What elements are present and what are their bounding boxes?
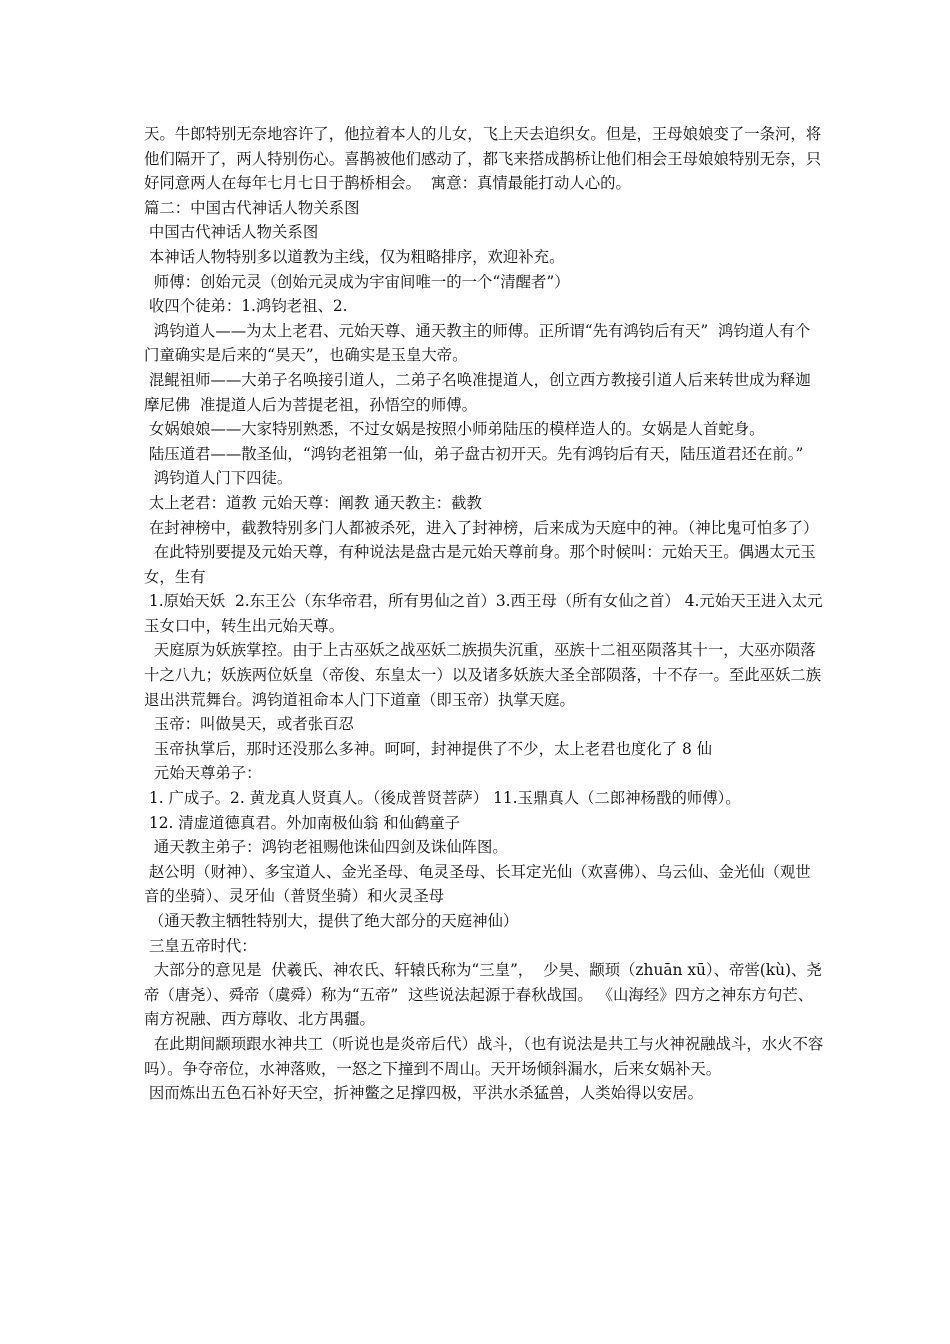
paragraph: 鸿钧道人——为太上老君、元始天尊、通天教主的师傅。正所谓“先有鸿钧后有天” 鸿钧道人有个门童确实是后来的“昊天”，也确实是玉皇大帝。 xyxy=(144,321,811,365)
paragraph: 收四个徒弟：1.鸿钧老祖、2. xyxy=(144,297,348,316)
document-body xyxy=(144,122,824,1106)
paragraph: 太上老君：道教 元始天尊：阐教 通天教主：截教 xyxy=(144,493,482,512)
paragraph: 玉帝执掌后，那时还没那么多神。呵呵，封神提供了不少，太上老君也度化了 8 仙 xyxy=(144,739,713,758)
paragraph: 1. 广成子。2. 黄龙真人贤真人。（後成普贤菩萨） 11.玉鼎真人（二郎神杨戬的师傅）。 xyxy=(144,789,741,808)
paragraph: 1.原始天妖 2.东王公（东华帝君，所有男仙之首）3.西王母（所有女仙之首） 4.元始天王进入太元玉女口中，转生出元始天尊。 xyxy=(144,592,823,635)
paragraph: 师傅：创始元灵（创始元灵成为宇宙间唯一的一个“清醒者”） xyxy=(144,272,570,291)
paragraph: 女娲娘娘——大家特别熟悉，不过女娲是按照小师弟陆压的模样造人的。女娲是人首蛇身。 xyxy=(144,420,765,439)
paragraph: 元始天尊弟子： xyxy=(144,764,262,783)
paragraph: 天庭原为妖族掌控。由于上古巫妖之战巫妖二族损失沉重，巫族十二祖巫陨落其十一，大巫亦陨落十之八九；妖族两位妖皇（帝俊、东皇太一）以及诸多妖族大圣全部陨落，十不存一。至此巫妖二族退出洪荒舞台。鸿钧道祖命本人门下道童（即玉帝）执掌天庭。 xyxy=(144,641,822,709)
paragraph: 玉帝：叫做昊天，或者张百忍 xyxy=(144,715,354,734)
paragraph: 混鲲祖师——大弟子名唤接引道人，二弟子名唤准提道人，创立西方教接引道人后来转世成为释迦摩尼佛 准提道人后为菩提老祖，孙悟空的师傅。 xyxy=(144,370,811,414)
paragraph: 陆压道君——散圣仙，“鸿钧老祖第一仙，弟子盘古初开天。先有鸿钧后有天，陆压道君还在前。” xyxy=(144,444,804,463)
paragraph: 在此期间颛顼跟水神共工（听说也是炎帝后代）战斗，（也有说法是共工与火神祝融战斗，水火不容吗）。争夺帝位，水神落败，一怒之下撞到不周山。天开场倾斜漏水，后来女娲补天。 xyxy=(144,1034,824,1078)
paragraph: 天。牛郎特别无奈地容许了，他拉着本人的儿女，飞上天去追织女。但是，王母娘娘变了一条河，将他们隔开了，两人特别伤心。喜鹊被他们感动了，都飞来搭成鹊桥让他们相会王母娘娘特别无奈，只好同意两人在每年七月七日于鹊桥相会。 寓意：真情最能打动人心的。 xyxy=(144,125,822,193)
paragraph: 在封神榜中，截教特别多门人都被杀死，进入了封神榜，后来成为天庭中的神。（神比鬼可怕多了） xyxy=(144,518,819,537)
paragraph: 本神话人物特别多以道教为主线，仅为粗略排序，欢迎补充。 xyxy=(144,247,565,266)
paragraph: 三皇五帝时代： xyxy=(144,936,257,955)
paragraph: 12. 清虚道德真君。外加南极仙翁 和仙鹤童子 xyxy=(144,813,461,832)
paragraph: （通天教主牺牲特别大，提供了绝大部分的天庭神仙） xyxy=(144,912,519,930)
paragraph: 因而炼出五色石补好天空，折神鳖之足撑四极，平洪水杀猛兽，人类始得以安居。 xyxy=(144,1084,703,1103)
paragraph: 在此特别要提及元始天尊，有种说法是盘古是元始天尊前身。那个时候叫：元始天王。偶遇太元玉女，生有 xyxy=(144,543,816,586)
paragraph: 赵公明（财神）、多宝道人、金光圣母、龟灵圣母、长耳定光仙（欢喜佛）、乌云仙、金光仙（观世音的坐骑）、灵牙仙（普贤坐骑）和火灵圣母 xyxy=(144,862,811,906)
paragraph: 大部分的意见是 伏羲氏、神农氏、轩辕氏称为“三皇”， 少昊、颛顼（zhuān xū）、帝喾(kù)、尧帝（唐尧）、舜帝（虞舜）称为“五帝” 这些说法起源于春秋战国。 《山海经》四方之神东方句芒、南方祝融、西方蓐收、北方禺疆。 xyxy=(144,961,822,1029)
section-heading: 篇二：中国古代神话人物关系图 xyxy=(144,198,360,217)
paragraph: 中国古代神话人物关系图 xyxy=(144,223,319,242)
paragraph: 鸿钧道人门下四徒。 xyxy=(144,469,293,488)
paragraph: 通天教主弟子：鸿钧老祖赐他诛仙四剑及诛仙阵图。 xyxy=(144,838,508,857)
